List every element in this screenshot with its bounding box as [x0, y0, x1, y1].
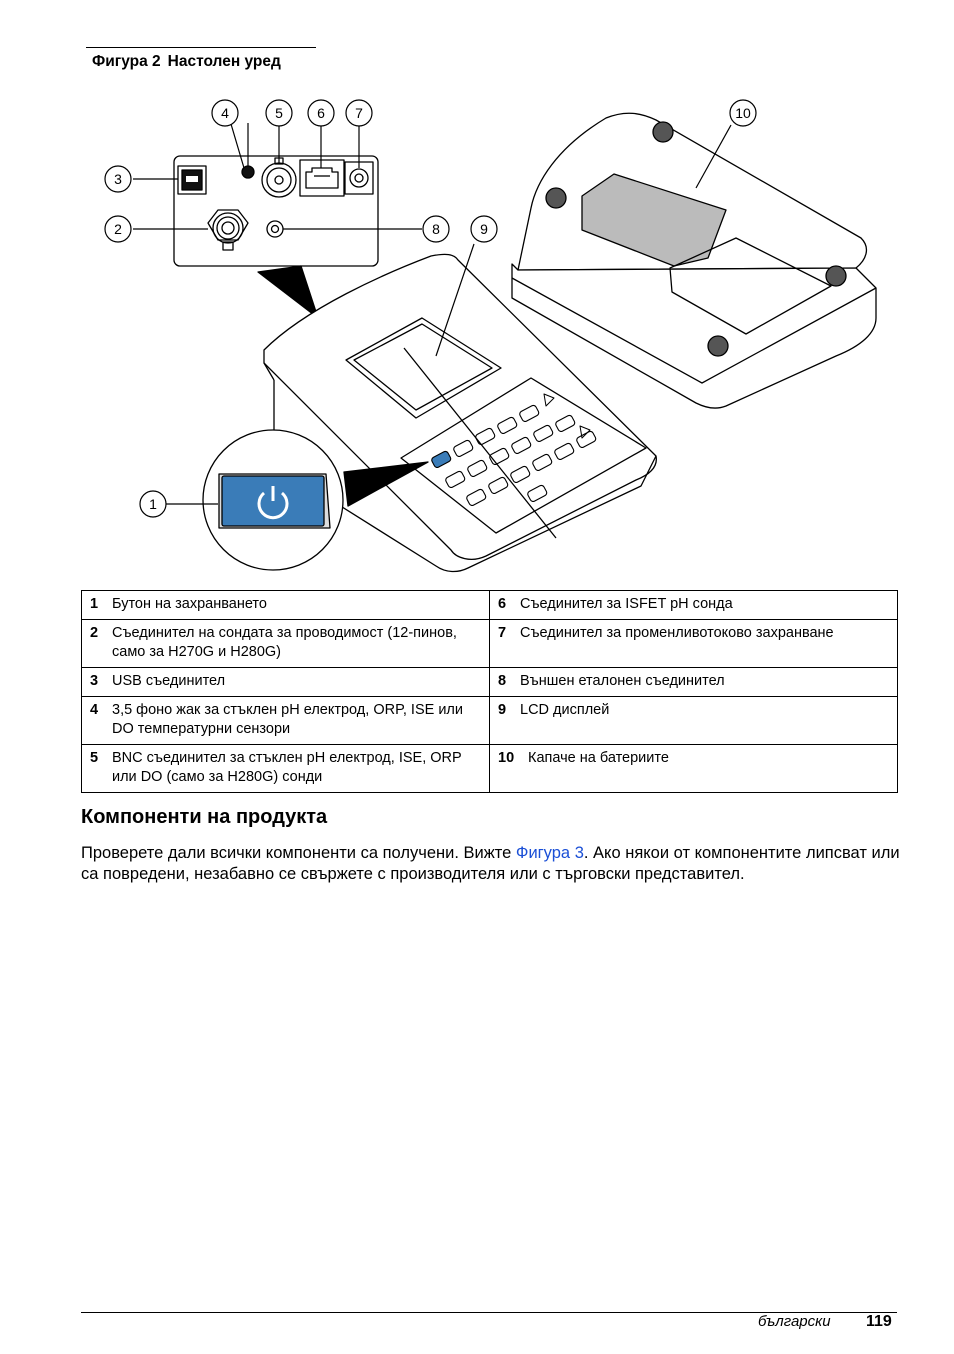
legend-cell [490, 697, 898, 745]
legend-text: Външен еталонен съединител [520, 673, 725, 689]
legend-number: 2 [90, 625, 99, 641]
zoom-pointer [258, 266, 318, 318]
legend-cell [490, 668, 898, 697]
instrument-figure [86, 88, 886, 574]
callout-2: 2 [114, 221, 122, 237]
legend-number: 3 [90, 673, 99, 689]
legend-text: Съединител за променливотоково захранване [520, 625, 834, 641]
legend-table [81, 590, 898, 793]
callout-5: 5 [275, 105, 283, 121]
figure-caption-number: Фигура 2 [92, 53, 161, 70]
usb-connector-icon [178, 166, 206, 194]
legend-cell [82, 697, 490, 745]
legend-text: BNC съединител за стъклен pH електрод, ISE, ORP или DO (само за H280G) сонди [112, 750, 462, 785]
table-row [82, 745, 898, 793]
legend-cell [82, 668, 490, 697]
legend-number: 10 [498, 750, 515, 766]
callout-7: 7 [355, 105, 363, 121]
callout-3: 3 [114, 171, 122, 187]
bench-meter-rear-view [512, 113, 876, 408]
legend-cell [490, 591, 898, 620]
legend-text: LCD дисплей [520, 702, 610, 718]
legend-number: 8 [498, 673, 507, 689]
page-number: 119 [866, 1313, 892, 1330]
legend-text: Бутон на захранването [112, 596, 267, 612]
legend-number: 7 [498, 625, 507, 641]
figure-caption [92, 53, 281, 71]
legend-number: 4 [90, 702, 99, 718]
legend-number: 5 [90, 750, 99, 766]
legend-cell [82, 745, 490, 793]
bnc-connector-icon [262, 158, 296, 197]
callout-10: 10 [735, 105, 751, 121]
callout-1: 1 [149, 496, 157, 512]
connector-panel [174, 156, 378, 266]
section-paragraph [81, 843, 901, 885]
isfet-connector-icon [300, 160, 344, 196]
legend-number: 9 [498, 702, 507, 718]
legend-number: 6 [498, 596, 507, 612]
footer-language: български [758, 1313, 831, 1330]
table-row [82, 668, 898, 697]
legend-cell [490, 745, 898, 793]
callout-9: 9 [480, 221, 488, 237]
power-button-magnifier [203, 430, 343, 570]
table-row [82, 591, 898, 620]
legend-cell [490, 620, 898, 668]
table-row [82, 620, 898, 668]
table-row [82, 697, 898, 745]
paragraph-text-start: Проверете дали всички компоненти са получени. Вижте [81, 844, 516, 862]
conductivity-connector-icon [208, 210, 248, 250]
reference-connector-icon [267, 221, 283, 237]
figure-3-link[interactable]: Фигура 3 [515, 844, 584, 862]
legend-text: Съединител за ISFET pH сонда [520, 596, 733, 612]
legend-text: 3,5 фоно жак за стъклен pH електрод, ORP, ISE или DO температурни сензори [112, 702, 463, 737]
legend-text: Капаче на батериите [528, 750, 669, 766]
legend-cell [82, 591, 490, 620]
callout-4: 4 [221, 105, 229, 121]
legend-text: Съединител на сондата за проводимост (12-пинов, само за H270G и H280G) [112, 625, 457, 660]
legend-text: USB съединител [112, 673, 226, 689]
figure-caption-title: Настолен уред [167, 53, 281, 70]
paragraph-text-end: . Ако някои от компонентите липсват или са повредени, незабавно се свържете с производителя или с търговски представител. [81, 844, 900, 883]
callout-6: 6 [317, 105, 325, 121]
legend-number: 1 [90, 596, 99, 612]
legend-cell [82, 620, 490, 668]
callout-8: 8 [432, 221, 440, 237]
figure-caption-rule [86, 47, 316, 48]
section-heading: Компоненти на продукта [81, 806, 328, 828]
